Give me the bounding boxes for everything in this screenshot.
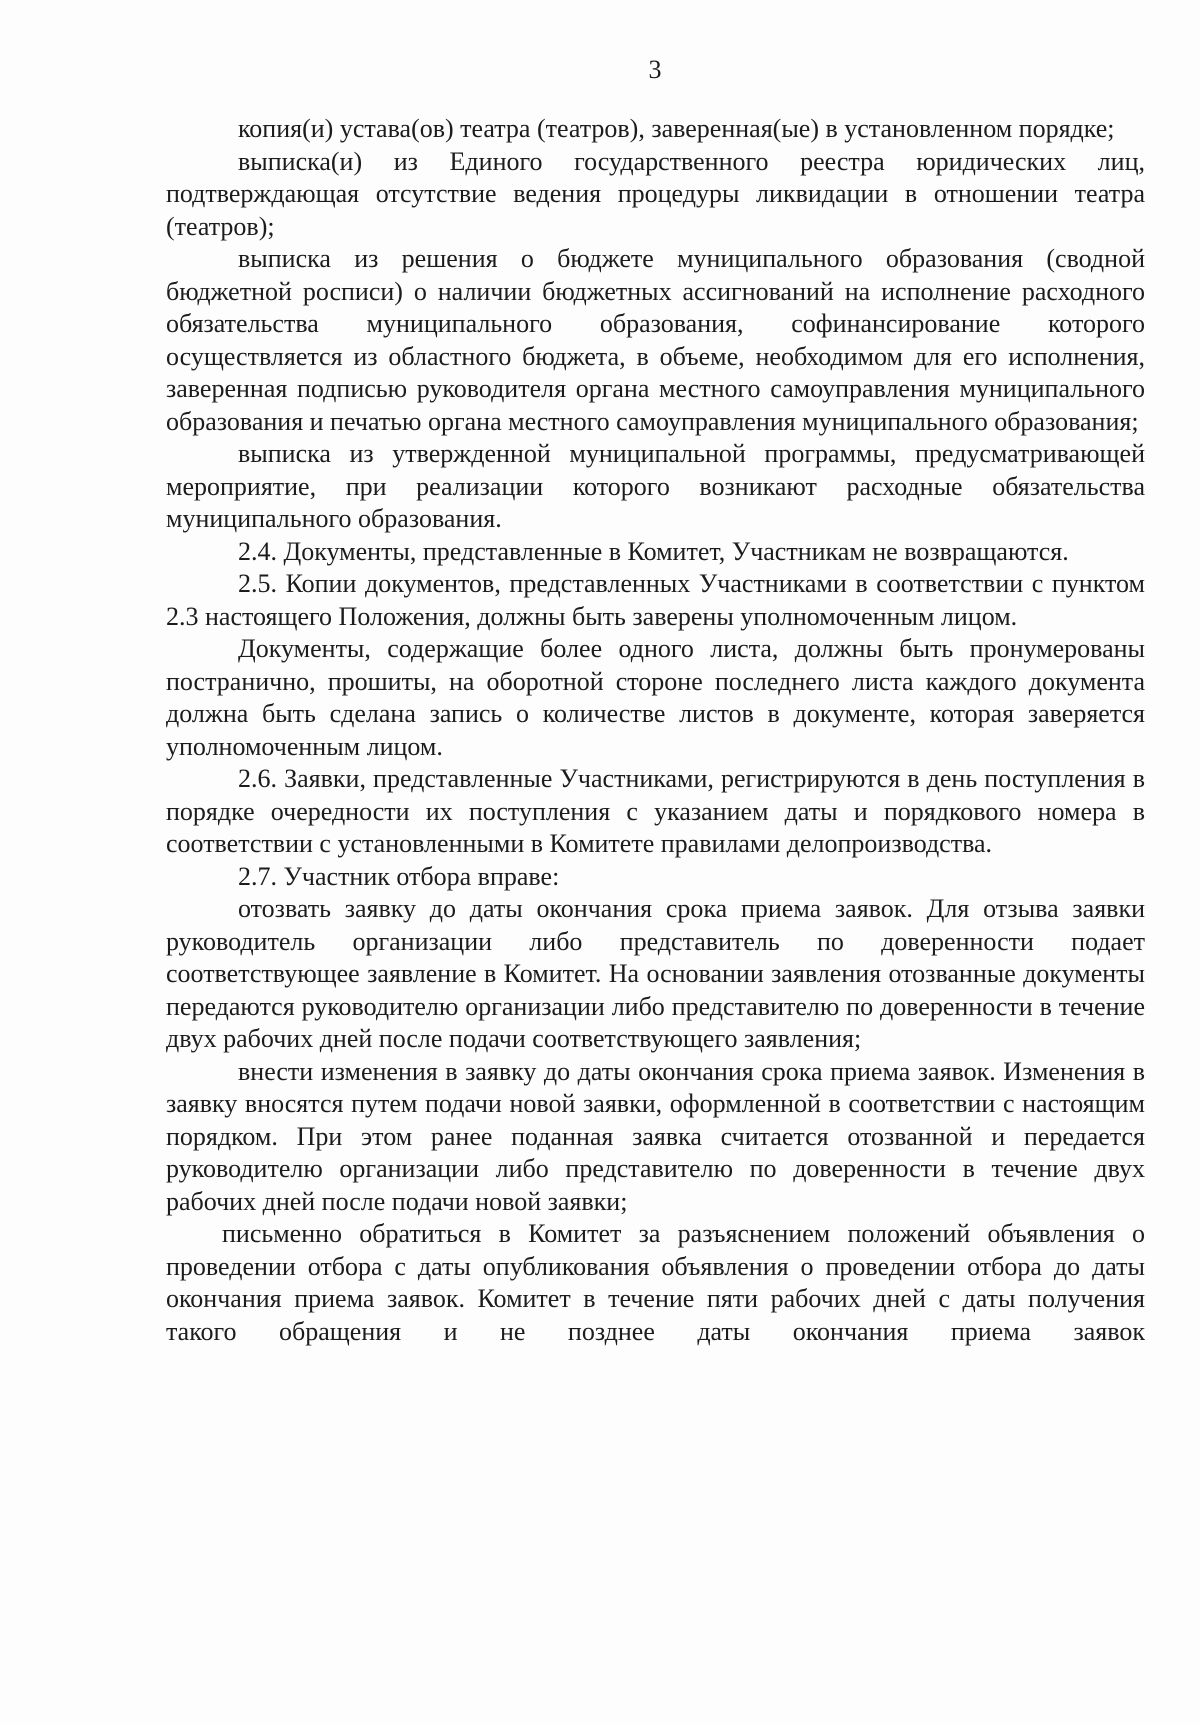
paragraph-2-6: 2.6. Заявки, представленные Участниками, регистрируются в день поступления в порядке очередности их поступления с указанием даты и порядкового номера в соответствии с установленными в Комитете правилами делопроизводства. xyxy=(166,764,1145,858)
paragraph-budget-extract: выписка из решения о бюджете муниципального образования (сводной бюджетной росписи) о наличии бюджетных ассигнований на исполнение расходного обязательства муниципального образования, софинансирование которого осуществляется из областного бюджета, в объеме, необходимом для его исполнения, заверенная подписью руководителя органа местного самоуправления муниципального образования и печатью органа местного самоуправления муниципального образования; xyxy=(166,244,1145,436)
paragraph-withdraw-application: отозвать заявку до даты окончания срока приема заявок. Для отзыва заявки руководитель организации либо представитель по доверенности подает соответствующее заявление в Комитет. На основании заявления отозванные документы передаются руководителю организации либо представителю по доверенности в течение двух рабочих дней после подачи соответствующего заявления; xyxy=(166,894,1145,1053)
paragraph-2-4: 2.4. Документы, представленные в Комитет, Участникам не возвращаются. xyxy=(238,536,1069,566)
paragraph-2-7: 2.7. Участник отбора вправе: xyxy=(238,861,560,891)
paragraph-2-5: 2.5. Копии документов, представленных Участниками в соответствии с пунктом 2.3 настоящего Положения, должны быть заверены уполномоченным лицом. xyxy=(166,569,1145,631)
paragraph-amend-application: внести изменения в заявку до даты окончания срока приема заявок. Изменения в заявку вносятся путем подачи новой заявки, оформленной в соответствии с настоящим порядком. При этом ранее поданная заявка считается отозванной и передается руководителю организации либо представителю по доверенности в течение двух рабочих дней после подачи новой заявки; xyxy=(166,1056,1145,1216)
paragraph-registry-extract: выписка(и) из Единого государственного реестра юридических лиц, подтверждающая отсутствие ведения процедуры ликвидации в отношении театра (театров); xyxy=(166,146,1145,241)
document-body xyxy=(166,113,1145,1348)
paragraph-charter-copy: копия(и) устава(ов) театра (театров), заверенная(ые) в установленном порядке; xyxy=(238,114,1115,143)
paragraph-request-clarification: письменно обратиться в Комитет за разъяснением положений объявления о проведении отбора с даты опубликования объявления о проведении отбора до даты окончания приема заявок. Комитет в течение пяти рабочих дней с даты получения такого обращения и не позднее даты окончания приема заявок xyxy=(166,1219,1145,1346)
page-number: 3 xyxy=(648,55,662,84)
paragraph-multi-sheet-documents: Документы, содержащие более одного листа, должны быть пронумерованы постранично, прошиты, на оборотной стороне последнего листа каждого документа должна быть сделана запись о количестве листов в документе, которая заверяется уполномоченным лицом. xyxy=(166,634,1145,761)
paragraph-program-extract: выписка из утвержденной муниципальной программы, предусматривающей мероприятие, при реализации которого возникают расходные обязательства муниципального образования. xyxy=(166,439,1145,533)
